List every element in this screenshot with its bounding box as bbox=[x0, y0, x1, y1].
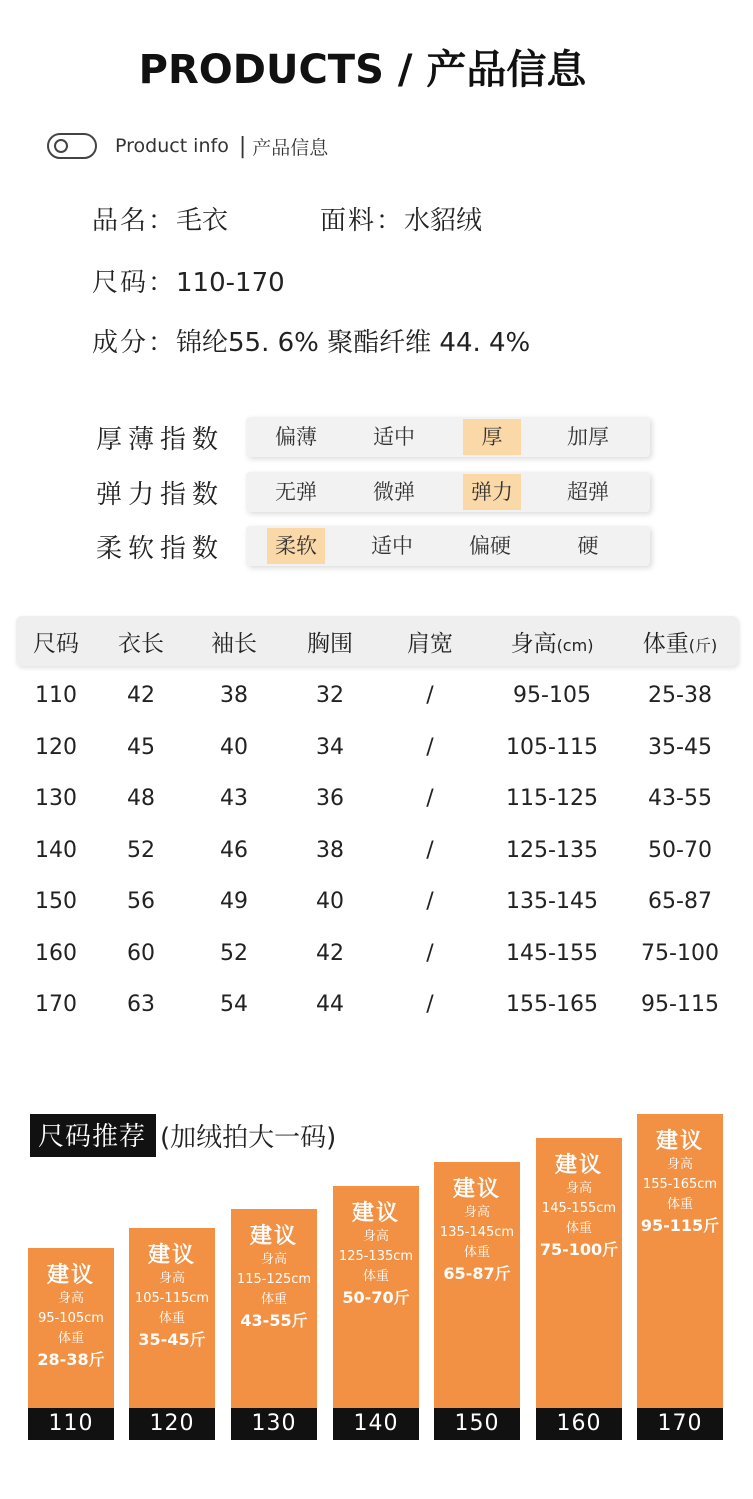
unit-text: (斤) bbox=[688, 635, 718, 655]
spec-fabric bbox=[320, 200, 482, 237]
table-cell: 105-115 bbox=[506, 734, 598, 760]
spec-name-key: 品名： bbox=[92, 206, 177, 236]
recommend-size-label: 110 bbox=[28, 1408, 114, 1440]
table-cell: 48 bbox=[127, 786, 155, 812]
table-cell: / bbox=[426, 940, 434, 966]
table-cell: / bbox=[426, 683, 434, 709]
recommend-h-label: 身高 bbox=[260, 1252, 287, 1267]
table-header-row bbox=[16, 616, 738, 666]
recommend-jy: 建议 bbox=[147, 1243, 196, 1268]
recommend-h: 105-115cm bbox=[134, 1291, 210, 1306]
recommend-h: 145-155cm bbox=[541, 1201, 617, 1216]
divider: | bbox=[238, 133, 247, 159]
table-cell: 43-55 bbox=[648, 786, 712, 812]
recommend-column bbox=[231, 1209, 317, 1440]
spec-size bbox=[92, 262, 285, 299]
recommend-size-label: 120 bbox=[129, 1408, 215, 1440]
recommend-jy: 建议 bbox=[351, 1201, 400, 1226]
recommend-h-label: 身高 bbox=[666, 1157, 693, 1172]
recommend-size-label: 130 bbox=[231, 1408, 317, 1440]
table-row bbox=[16, 670, 738, 722]
table-header-cell bbox=[622, 625, 738, 658]
recommend-w: 50-70斤 bbox=[342, 1288, 410, 1307]
recommend-h-label: 身高 bbox=[57, 1291, 84, 1306]
recommend-jy: 建议 bbox=[46, 1263, 95, 1288]
index-option: 无弹 bbox=[275, 480, 317, 504]
table-cell: 140 bbox=[35, 837, 77, 863]
recommend-title-label: 尺码推荐 bbox=[30, 1114, 156, 1157]
recommend-h: 155-165cm bbox=[642, 1177, 718, 1192]
recommend-w-label: 体重 bbox=[260, 1292, 287, 1307]
recommend-column-body bbox=[28, 1248, 114, 1408]
table-cell: 42 bbox=[127, 683, 155, 709]
table-cell: 60 bbox=[127, 940, 155, 966]
page-title: PRODUCTS / 产品信息 bbox=[138, 47, 587, 93]
recommend-h-label: 身高 bbox=[565, 1181, 592, 1196]
index-option-selected: 弹力 bbox=[463, 474, 521, 510]
table-cell: 36 bbox=[316, 786, 344, 812]
header-text: 肩宽 bbox=[407, 630, 453, 657]
table-cell: / bbox=[426, 992, 434, 1018]
size-table bbox=[16, 616, 738, 1031]
recommend-title bbox=[30, 1114, 336, 1157]
recommend-column-body bbox=[434, 1162, 520, 1408]
recommend-w: 35-45斤 bbox=[138, 1330, 206, 1349]
recommend-w: 95-115斤 bbox=[640, 1216, 720, 1235]
spec-name-value: 毛衣 bbox=[176, 206, 229, 236]
table-cell: 38 bbox=[316, 837, 344, 863]
spec-fabric-key: 面料： bbox=[320, 206, 405, 236]
header-text: 身高 bbox=[510, 630, 557, 657]
table-header-cell bbox=[282, 625, 378, 658]
table-header-cell bbox=[16, 625, 96, 658]
unit-text: (cm) bbox=[556, 635, 594, 655]
recommend-h: 115-125cm bbox=[236, 1272, 312, 1287]
table-cell: / bbox=[426, 889, 434, 915]
index-option: 超弹 bbox=[567, 480, 609, 504]
spec-fabric-value: 水貂绒 bbox=[404, 206, 483, 236]
product-info-header bbox=[47, 132, 328, 160]
recommend-h: 95-105cm bbox=[38, 1311, 104, 1326]
table-cell: 54 bbox=[220, 992, 248, 1018]
table-header-cell bbox=[186, 625, 282, 658]
recommend-column bbox=[333, 1186, 419, 1440]
recommend-column bbox=[129, 1228, 215, 1440]
table-cell: 40 bbox=[220, 734, 248, 760]
table-cell: 65-87 bbox=[648, 889, 712, 915]
recommend-column bbox=[28, 1248, 114, 1440]
index-label: 弹力指数 bbox=[96, 479, 225, 510]
spec-composition-value: 锦纶55. 6% 聚酯纤维 44. 4% bbox=[176, 328, 531, 358]
recommend-w: 75-100斤 bbox=[539, 1240, 619, 1259]
recommend-size-label: 170 bbox=[637, 1408, 723, 1440]
recommend-column bbox=[536, 1138, 622, 1440]
spec-size-key: 尺码： bbox=[92, 268, 177, 298]
recommend-w-label: 体重 bbox=[565, 1221, 592, 1236]
table-header-cell bbox=[482, 625, 622, 658]
table-cell: 115-125 bbox=[506, 786, 598, 812]
table-cell: 75-100 bbox=[641, 940, 719, 966]
header-text: 体重 bbox=[642, 630, 689, 657]
index-option: 适中 bbox=[373, 425, 415, 449]
header-text: 胸围 bbox=[307, 630, 353, 657]
table-row bbox=[16, 928, 738, 980]
table-cell: 35-45 bbox=[648, 734, 712, 760]
table-cell: / bbox=[426, 837, 434, 863]
index-bar bbox=[246, 417, 650, 457]
index-bar bbox=[246, 526, 650, 566]
index-row bbox=[96, 417, 609, 457]
recommend-column-body bbox=[333, 1186, 419, 1408]
recommend-note: (加绒拍大一码) bbox=[160, 1123, 337, 1153]
table-cell: / bbox=[426, 786, 434, 812]
index-option-selected: 厚 bbox=[463, 419, 521, 455]
index-row bbox=[96, 472, 609, 512]
index-label: 厚薄指数 bbox=[96, 424, 225, 455]
recommend-size-label: 140 bbox=[333, 1408, 419, 1440]
recommend-h-label: 身高 bbox=[158, 1271, 185, 1286]
table-row bbox=[16, 876, 738, 928]
spec-size-value: 110-170 bbox=[176, 268, 285, 298]
table-row bbox=[16, 773, 738, 825]
recommend-column-body bbox=[129, 1228, 215, 1408]
table-cell: 170 bbox=[35, 992, 77, 1018]
table-header-cell bbox=[378, 625, 482, 658]
recommend-jy: 建议 bbox=[554, 1153, 603, 1178]
recommend-w: 65-87斤 bbox=[443, 1264, 511, 1283]
table-cell: 34 bbox=[316, 734, 344, 760]
index-option: 硬 bbox=[577, 534, 599, 558]
index-option: 偏硬 bbox=[469, 534, 511, 558]
table-cell: 135-145 bbox=[506, 889, 598, 915]
index-option: 适中 bbox=[371, 534, 413, 558]
header-text: 袖长 bbox=[211, 630, 257, 657]
info-label-en: Product info bbox=[115, 135, 229, 157]
index-option: 偏薄 bbox=[275, 425, 317, 449]
recommend-column bbox=[434, 1162, 520, 1440]
recommend-h: 135-145cm bbox=[439, 1225, 515, 1240]
table-cell: 50-70 bbox=[648, 837, 712, 863]
recommend-jy: 建议 bbox=[249, 1224, 298, 1249]
recommend-column-body bbox=[637, 1114, 723, 1408]
index-option: 加厚 bbox=[567, 425, 609, 449]
table-row bbox=[16, 825, 738, 877]
index-label: 柔软指数 bbox=[96, 533, 225, 564]
table-row bbox=[16, 722, 738, 774]
table-cell: 46 bbox=[220, 837, 248, 863]
table-header-cell bbox=[96, 625, 186, 658]
header-text: 衣长 bbox=[118, 630, 164, 657]
spec-composition bbox=[92, 322, 530, 359]
recommend-column-body bbox=[231, 1209, 317, 1408]
table-cell: 52 bbox=[220, 940, 248, 966]
recommend-h-label: 身高 bbox=[463, 1205, 490, 1220]
recommend-size-label: 160 bbox=[536, 1408, 622, 1440]
table-cell: 120 bbox=[35, 734, 77, 760]
table-cell: 95-105 bbox=[513, 683, 591, 709]
table-cell: 44 bbox=[316, 992, 344, 1018]
table-cell: 32 bbox=[316, 683, 344, 709]
table-cell: 155-165 bbox=[506, 992, 598, 1018]
table-cell: 150 bbox=[35, 889, 77, 915]
spec-composition-key: 成分： bbox=[92, 328, 177, 358]
table-cell: 160 bbox=[35, 940, 77, 966]
recommend-w-label: 体重 bbox=[362, 1269, 389, 1284]
spec-name bbox=[92, 200, 228, 237]
table-cell: 25-38 bbox=[648, 683, 712, 709]
index-option: 微弹 bbox=[373, 480, 415, 504]
table-cell: 52 bbox=[127, 837, 155, 863]
table-cell: 42 bbox=[316, 940, 344, 966]
recommend-column-body bbox=[536, 1138, 622, 1408]
table-cell: 45 bbox=[127, 734, 155, 760]
table-cell: 125-135 bbox=[506, 837, 598, 863]
recommend-h-label: 身高 bbox=[362, 1229, 389, 1244]
recommend-size-label: 150 bbox=[434, 1408, 520, 1440]
toggle-icon bbox=[47, 133, 97, 159]
table-cell: 110 bbox=[35, 683, 77, 709]
recommend-column bbox=[637, 1114, 723, 1440]
index-bar bbox=[246, 472, 650, 512]
recommend-w-label: 体重 bbox=[463, 1245, 490, 1260]
table-cell: 43 bbox=[220, 786, 248, 812]
table-cell: 95-115 bbox=[641, 992, 719, 1018]
index-option-selected: 柔软 bbox=[267, 528, 325, 564]
table-cell: / bbox=[426, 734, 434, 760]
table-cell: 130 bbox=[35, 786, 77, 812]
table-cell: 49 bbox=[220, 889, 248, 915]
header-text: 尺码 bbox=[33, 630, 79, 657]
recommend-w: 28-38斤 bbox=[37, 1350, 105, 1369]
recommend-w-label: 体重 bbox=[666, 1197, 693, 1212]
table-cell: 56 bbox=[127, 889, 155, 915]
recommend-w-label: 体重 bbox=[57, 1331, 84, 1346]
table-cell: 63 bbox=[127, 992, 155, 1018]
table-cell: 40 bbox=[316, 889, 344, 915]
index-row bbox=[96, 526, 599, 566]
recommend-w: 43-55斤 bbox=[240, 1311, 308, 1330]
recommend-h: 125-135cm bbox=[338, 1249, 414, 1264]
table-cell: 38 bbox=[220, 683, 248, 709]
recommend-jy: 建议 bbox=[655, 1129, 704, 1154]
table-cell: 145-155 bbox=[506, 940, 598, 966]
info-label-cn: 产品信息 bbox=[252, 136, 329, 159]
recommend-w-label: 体重 bbox=[158, 1311, 185, 1326]
recommend-jy: 建议 bbox=[452, 1177, 501, 1202]
table-row bbox=[16, 979, 738, 1031]
